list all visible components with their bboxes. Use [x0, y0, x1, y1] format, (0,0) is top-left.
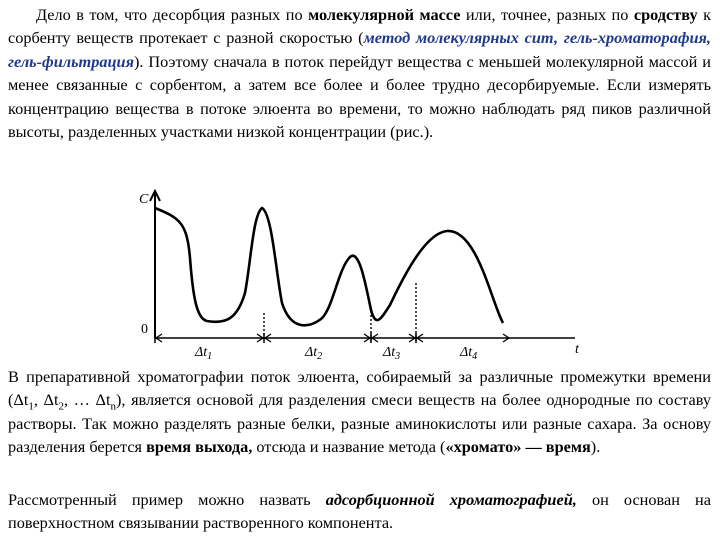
text-run: или, точнее, разных по	[460, 5, 634, 24]
y-axis-label: C	[139, 192, 149, 207]
intro-paragraph	[8, 3, 711, 143]
text-run: , Δt	[33, 390, 59, 410]
text-run: Дело в том, что десорбция разных по	[36, 5, 309, 24]
interval-label-2: $\Delta t_2$	[305, 345, 323, 362]
term-affinity: сродству	[633, 5, 698, 24]
text-run: он основан на поверхностном связывании растворенного компонента.	[8, 490, 711, 533]
interval-label-3: $\Delta t_3$	[383, 345, 401, 362]
subscript: n	[110, 400, 117, 413]
interval-label-4: $\Delta t_4$	[460, 345, 478, 362]
text-run: Рассмотренный пример можно назвать	[8, 490, 326, 509]
conclusion-paragraph	[8, 488, 711, 535]
methods-list: метод молекулярных сит, гель-хроматорафия, гель-фильтрация	[8, 28, 711, 71]
concentration-curve	[155, 208, 503, 325]
text-run: отсюда и название метода (	[252, 437, 446, 457]
chromatogram-figure	[135, 183, 579, 362]
text-run: ).	[590, 437, 601, 457]
text-run: ). Поэтому сначала в поток перейдут вещества с меньшей молекулярной массой и менее связанные с сорбентом, а затем все более и более трудно десорбируемые. Если измерять концентрацию вещества в потоке элюента во времени, то можно наблюдать ряд пиков различной высоты, разделенных участками низкой концентрации (рис.).	[8, 51, 711, 142]
subscript: 1	[28, 400, 34, 413]
x-axis-label: t	[575, 342, 579, 357]
term-molecular-mass: молекулярной массе	[308, 5, 461, 24]
text-run: , … Δt	[64, 390, 111, 410]
text-run: ), является основой для разделения смеси веществ на более однородные по составу растворы. Так можно разделять разные белки, разные аминокислоты или разные сахара. За основу разделения берется	[8, 390, 711, 457]
text-run: к сорбенту веществ протекает с разной скоростью (	[8, 5, 712, 48]
origin-label: 0	[141, 322, 148, 337]
term-adsorption-chromatography: адсорбционной хроматографией,	[325, 490, 577, 509]
term-exit-time: время выхода,	[146, 437, 253, 457]
subscript: 2	[58, 400, 65, 413]
interval-label-1: $\Delta t_1$	[195, 345, 213, 362]
preparative-paragraph	[8, 365, 711, 459]
term-chromato: «хромато» — время	[445, 437, 591, 457]
text-run: В препаративной хроматографии поток элюента, собираемый за различные промежутки времени (Δt	[8, 367, 711, 410]
